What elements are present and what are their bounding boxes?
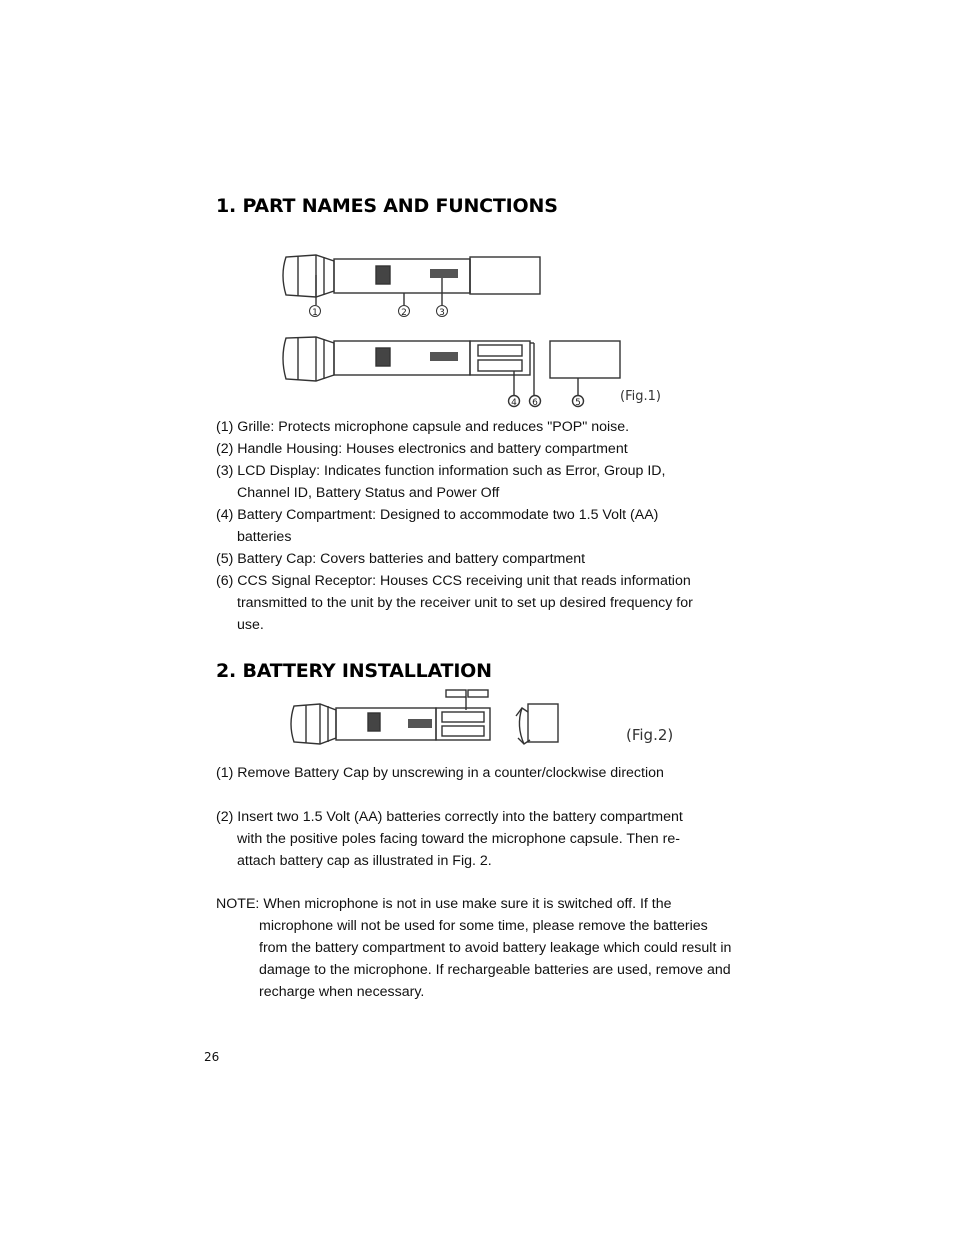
part-item-4 <box>216 504 736 548</box>
part-item-4-num: (4) <box>216 507 234 523</box>
part-item-5-text: Battery Cap: Covers batteries and battery compartment <box>237 551 586 567</box>
part-item-3 <box>216 460 736 504</box>
part-item-5-num: (5) <box>216 551 234 567</box>
install-step-1-text: Remove Battery Cap by unscrewing in a counter/clockwise direction <box>237 765 664 781</box>
part-item-2-num: (2) <box>216 441 234 457</box>
callout-1: 1 <box>312 308 318 318</box>
section-title-battery-installation: 2. BATTERY INSTALLATION <box>216 660 492 682</box>
install-step-2 <box>216 806 736 872</box>
part-item-2-text: Handle Housing: Houses electronics and battery compartment <box>237 441 628 457</box>
part-item-1-text: Grille: Protects microphone capsule and reduces "POP" noise. <box>237 419 630 435</box>
figure-1-microphone-parts <box>276 245 676 410</box>
note-line-1: microphone will not be used for some time, please remove the batteries <box>259 918 708 934</box>
part-item-6-num: (6) <box>216 573 234 589</box>
install-step-1 <box>216 762 736 784</box>
section-title-part-names: 1. PART NAMES AND FUNCTIONS <box>216 195 558 217</box>
callout-4: 4 <box>511 398 517 408</box>
note-text: When microphone is not in use make sure it is switched off. If the <box>263 896 672 912</box>
part-item-6 <box>216 570 736 636</box>
part-item-6-cont2: use. <box>237 617 264 633</box>
note-line-4: recharge when necessary. <box>259 984 425 1000</box>
install-step-2-cont2: attach battery cap as illustrated in Fig. 2. <box>237 853 492 869</box>
figure-2-battery-installation <box>286 686 686 756</box>
part-item-3-text: LCD Display: Indicates function information such as Error, Group ID, <box>237 463 666 479</box>
figure-1-label: (Fig.1) <box>620 389 661 404</box>
part-item-3-cont: Channel ID, Battery Status and Power Off <box>237 485 500 501</box>
figure-2-label: (Fig.2) <box>626 726 674 744</box>
note-line-3: damage to the microphone. If rechargeable batteries are used, remove and <box>259 962 731 978</box>
note-label: NOTE: <box>216 896 260 912</box>
part-item-2 <box>216 438 736 460</box>
part-item-5 <box>216 548 736 570</box>
install-step-2-text: Insert two 1.5 Volt (AA) batteries correctly into the battery compartment <box>237 809 683 825</box>
callout-3: 3 <box>439 308 445 318</box>
part-item-6-text: CCS Signal Receptor: Houses CCS receiving unit that reads information <box>237 573 691 589</box>
part-item-4-text: Battery Compartment: Designed to accommodate two 1.5 Volt (AA) <box>237 507 659 523</box>
install-step-2-cont: with the positive poles facing toward the microphone capsule. Then re- <box>237 831 680 847</box>
callout-5: 5 <box>575 398 581 408</box>
page-number: 26 <box>204 1050 220 1064</box>
note-line-2: from the battery compartment to avoid battery leakage which could result in <box>259 940 732 956</box>
install-step-1-num: (1) <box>216 765 234 781</box>
note-block <box>216 893 756 1003</box>
callout-2: 2 <box>401 308 407 318</box>
install-step-2-num: (2) <box>216 809 234 825</box>
part-item-4-cont: batteries <box>237 529 292 545</box>
callout-6: 6 <box>532 398 538 408</box>
part-item-1 <box>216 416 736 438</box>
part-item-6-cont: transmitted to the unit by the receiver unit to set up desired frequency for <box>237 595 693 611</box>
part-item-3-num: (3) <box>216 463 234 479</box>
part-item-1-num: (1) <box>216 419 234 435</box>
